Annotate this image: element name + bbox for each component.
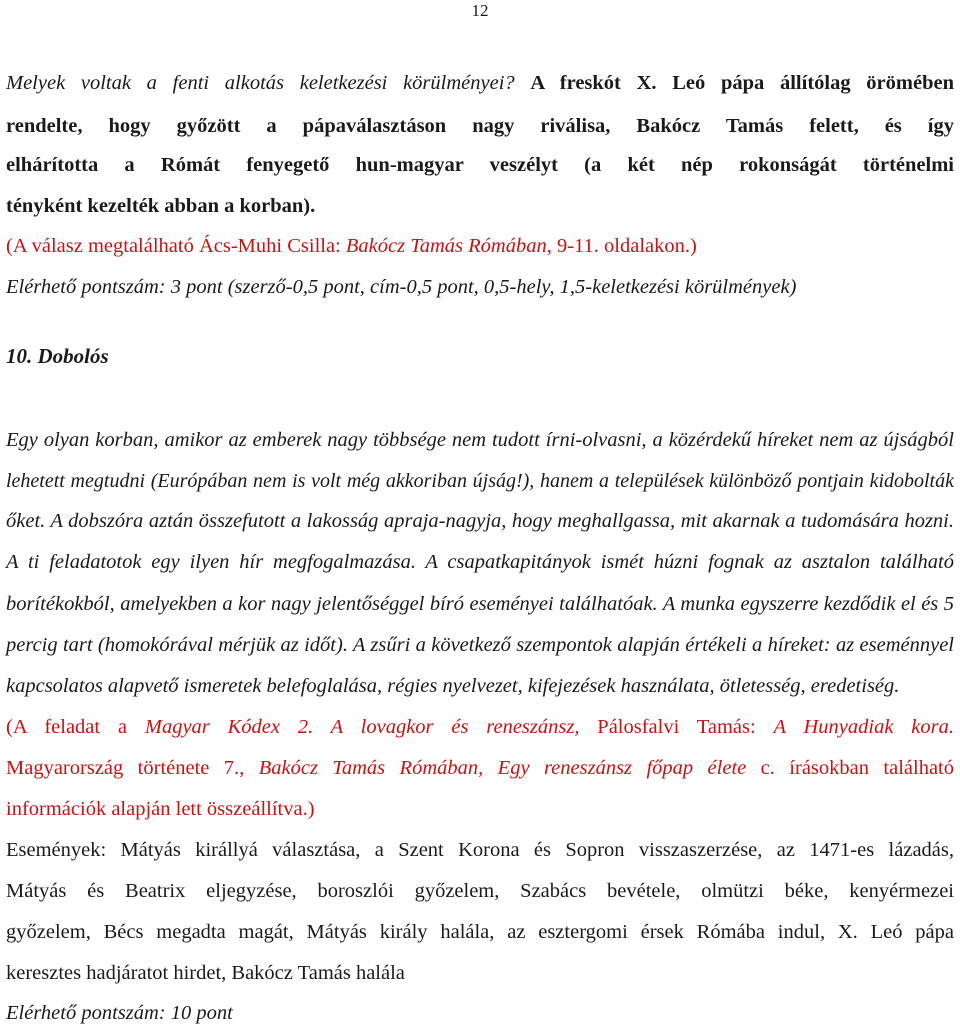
answer-line-3: tényként kezelték abban a korban). [6, 195, 316, 217]
source-title-kodex: Magyar Kódex 2. A lovagkor és reneszánsz, [144, 716, 580, 738]
events-line-3: győzelem, Bécs megadta magát, Mátyás király halála, az esztergomi érsek Rómába indul, X. Leó pápa [6, 921, 954, 943]
section-title: Dobolós [37, 344, 109, 368]
answer-line-2: elhárította a Rómát fenyegető hun-magyar veszélyt (a két nép rokonságát történelmi [6, 154, 954, 176]
task-line-6: percig tart (homokórával mérjük az időt). A zsűri a következő szempontok alapján értékeli a híreket: az eseménnyel [6, 634, 954, 656]
reference-title: Bakócz Tamás Rómában [345, 235, 547, 257]
source-title-hunyadiak: A Hunyadiak kora. [773, 716, 954, 738]
source-text-2: c. írásokban található [746, 757, 954, 779]
source-title-bakocz: Bakócz Tamás Rómában, Egy reneszánsz főpap élete [258, 757, 747, 779]
points-text: Elérhető pontszám: 3 pont (szerző-0,5 pont, cím-0,5 pont, 0,5-hely, 1,5-keletkezési körülmények) [6, 276, 797, 298]
task-line-1: Egy olyan korban, amikor az emberek nagy többsége nem tudott írni-olvasni, a közérdekű híreket nem az újságból [6, 429, 954, 451]
page-number: 12 [471, 1, 489, 20]
question-text: Melyek voltak a fenti alkotás keletkezési körülményei? [6, 72, 515, 94]
answer-reference [6, 233, 954, 259]
source-separator: , [239, 757, 259, 779]
task-line-2: lehetett megtudni (Európában nem is volt még akkoriban újság!), hanem a települések különböző pontjain kidobolták [6, 470, 954, 492]
task-line-7: kapcsolatos alapvető ismeretek belefoglalása, régies nyelvezet, kifejezések használata, ötletesség, eredetiség. [6, 675, 900, 697]
task-line-5: borítékokból, amelyekben a kor nagy jelentőséggel bíró eseményei találhatóak. A munka egyszerre kezdődik el és 5 [6, 593, 954, 615]
source-line-3: információk alapján lett összeállítva.) [6, 798, 315, 820]
task-line-4: A ti feladatotok egy ilyen hír megfogalmazása. A csapatkapitányok ismét húzni fognak az asztalon található [6, 551, 954, 573]
final-points: Elérhető pontszám: 10 pont [6, 1002, 233, 1024]
reference-suffix: , 9-11. oldalakon.) [546, 235, 697, 257]
answer-start: A freskót X. Leó pápa állítólag örömében [530, 72, 954, 94]
section-heading [6, 343, 954, 369]
events-line-2: Mátyás és Beatrix eljegyzése, boroszlói győzelem, Szabács bevétele, olmützi béke, kenyérmezei [6, 880, 954, 902]
source-line-2 [6, 755, 954, 781]
source-line-1 [6, 714, 954, 740]
source-author: Pálosfalvi Tamás: [579, 716, 774, 738]
answer-line-1: rendelte, hogy győzött a pápaválasztáson nagy riválisa, Bakócz Tamás felett, és így [6, 115, 954, 137]
reference-prefix: (A válasz megtalálható Ács-Muhi Csilla: [6, 235, 346, 257]
source-text: (A feladat a [6, 716, 145, 738]
task-line-3: őket. A dobszóra aztán összefutott a lakosság apraja-nagyja, hogy meghallgassa, mit akarnak a tudomására hozni. [6, 510, 954, 532]
source-title-tortenete: Magyarország története 7. [6, 757, 240, 779]
section-number: 10. [6, 344, 33, 368]
events-line-1: Események: Mátyás királlyá választása, a Szent Korona és Sopron visszaszerzése, az 1471-es lázadás, [6, 839, 954, 861]
events-line-4: keresztes hadjáratot hirdet, Bakócz Tamás halála [6, 962, 405, 984]
question-line [6, 70, 954, 96]
